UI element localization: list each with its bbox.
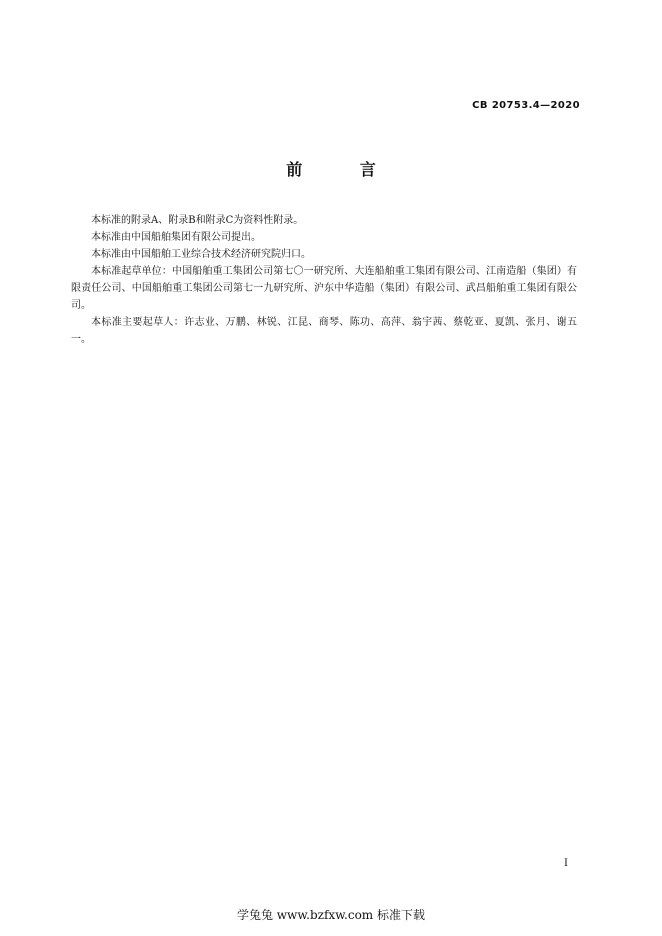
paragraph-drafting-units: 本标准起草单位：中国船舶重工集团公司第七〇一研究所、大连船舶重工集团有限公司、江南造船（集团）有限责任公司、中国船舶重工集团公司第七一九研究所、沪东中华造船（集团）有限公司、武昌船舶重工集团有限公司。 [71,266,577,311]
page-title: 前 言 [286,160,402,179]
paragraph-appendices: 本标准的附录A、附录B和附录C为资料性附录。 [91,215,304,226]
paragraph-administrator: 本标准由中国船舶工业综合技术经济研究院归口。 [91,249,311,260]
preface-content [71,212,577,348]
paragraph-proposer: 本标准由中国船舶集团有限公司提出。 [91,232,261,243]
page-number: I [564,858,568,869]
standard-code: CB 20753.4—2020 [472,100,580,111]
footer-watermark-text: 学兔兔 www.bzfxw.com 标准下载 [236,908,426,922]
paragraph-drafters: 本标准主要起草人：许志业、万鹏、林锐、江昆、商琴、陈功、高萍、翁宇茜、蔡乾亚、夏凯、张月、谢五一。 [71,317,577,345]
